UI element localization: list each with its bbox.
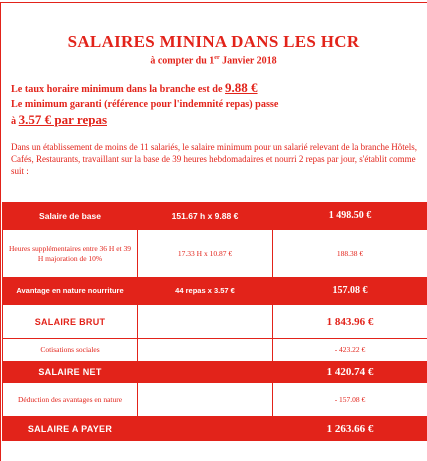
table-cell-label: SALAIRE BRUT	[3, 305, 138, 339]
table-cell-value: 1 843.96 €	[273, 305, 427, 339]
table-cell-value: 188.38 €	[273, 230, 427, 278]
table-cell-label: SALAIRE A PAYER	[3, 417, 138, 441]
table-cell-label: Heures supplémentaires entre 36 H et 39 H majoration de 10%	[3, 230, 138, 278]
table-cell-value: 157.08 €	[273, 278, 427, 305]
table-row-benefit-food	[3, 278, 427, 305]
page-subtitle	[0, 55, 427, 66]
table-cell-label: Avantage en nature nourriture	[3, 278, 138, 305]
table-cell-calc: 151.67 h x 9.88 €	[138, 203, 273, 230]
table-cell-calc: 17.33 H x 10.87 €	[138, 230, 273, 278]
table-cell-calc	[138, 339, 273, 362]
table-cell-value: 1 263.66 €	[273, 417, 427, 441]
table-row-base-salary	[3, 203, 427, 230]
table-cell-calc	[138, 305, 273, 339]
intro-line-3-prefix: à	[11, 116, 19, 127]
table-row-gross-salary	[3, 305, 427, 339]
intro-line-1-text: Le taux horaire minimum dans la branche est de	[11, 84, 226, 95]
intro-line-2: Le minimum garanti (référence pour l'indemnité repas) passe	[11, 99, 279, 110]
table-cell-value: - 423.22 €	[273, 339, 427, 362]
table-row-social-contributions	[3, 339, 427, 362]
table-cell-label: SALAIRE NET	[3, 362, 138, 383]
subtitle-suffix: Janvier 2018	[219, 55, 277, 67]
table-cell-calc	[138, 383, 273, 417]
subtitle-prefix: à compter du 1	[150, 55, 215, 67]
intro-line-1	[11, 80, 416, 97]
table-cell-value: - 157.08 €	[273, 383, 427, 417]
table-cell-label: Salaire de base	[3, 203, 138, 230]
subtitle-sup: er	[214, 55, 220, 61]
page-title: SALAIRES MININA DANS LES HCR	[67, 32, 360, 51]
table-row-salary-to-pay	[3, 417, 427, 441]
intro-line-3	[11, 112, 416, 129]
explanation-paragraph: Dans un établissement de moins de 11 salariés, le salaire minimum pour un salarié relevant de la branche Hôtels, Cafés, Restaurants, travaillant sur la base de 39 heures hebdomadaires et nourri 2 repas par jour, s'établit comme suit :	[11, 142, 418, 176]
table-cell-label: Cotisations sociales	[3, 339, 138, 362]
intro-block	[11, 80, 416, 129]
meal-rate: 3.57 € par repas	[18, 112, 107, 127]
table-cell-calc	[138, 417, 273, 441]
table-cell-calc	[138, 362, 273, 383]
table-cell-value: 1 498.50 €	[273, 203, 427, 230]
table-cell-value: 1 420.74 €	[273, 362, 427, 383]
hourly-rate: 9.88 €	[225, 80, 258, 95]
table-cell-label: Déduction des avantages en nature	[3, 383, 138, 417]
table-cell-calc: 44 repas x 3.57 €	[138, 278, 273, 305]
table-row-overtime	[3, 230, 427, 278]
salary-table	[2, 202, 427, 441]
table-row-benefit-deduction	[3, 383, 427, 417]
table-row-net-salary	[3, 362, 427, 383]
